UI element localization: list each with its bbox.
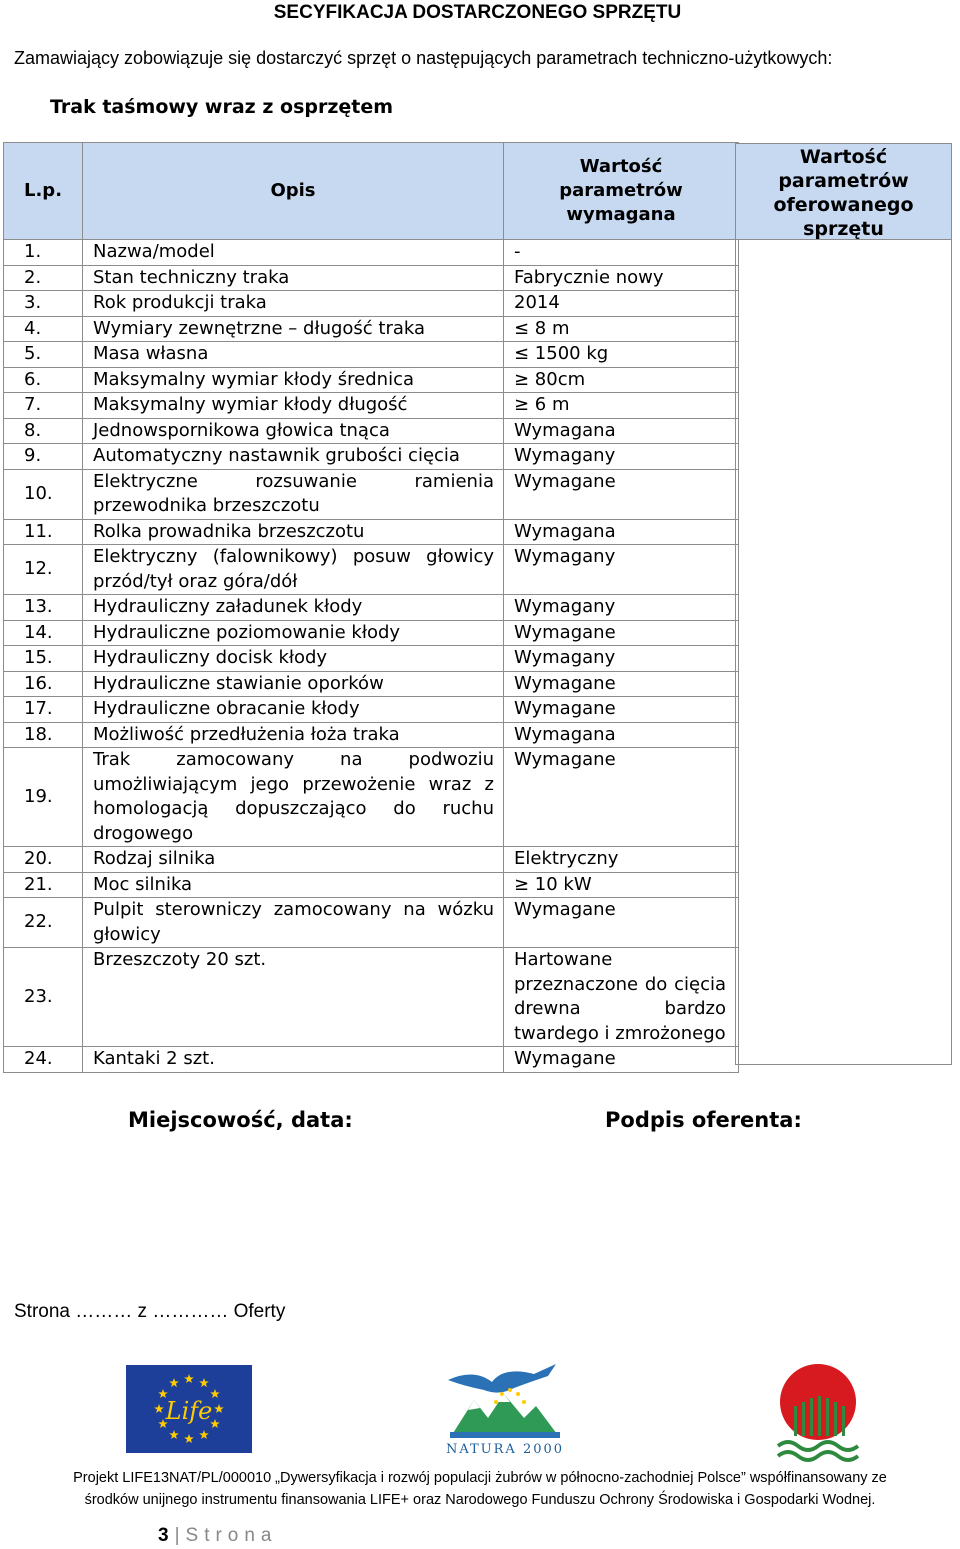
table-row (4, 1047, 739, 1073)
nfosigw-logo (772, 1362, 864, 1470)
table-row (4, 393, 739, 419)
row-description: Stan techniczny traka (83, 265, 504, 291)
row-description (83, 469, 504, 519)
row-number: 18. (4, 722, 83, 748)
row-required-value: - (504, 240, 739, 266)
row-required-value: Wymagany (504, 595, 739, 621)
row-description: Hydrauliczne poziomowanie kłody (83, 620, 504, 646)
table-row (4, 948, 739, 1047)
spec-table (3, 142, 739, 1073)
intro-text: Zamawiający zobowiązuje się dostarczyć sprzęt o następujących parametrach techniczno-użytkowych: (14, 48, 833, 68)
row-number: 8. (4, 418, 83, 444)
row-required-value: Wymagany (504, 545, 739, 595)
row-description: Nazwa/model (83, 240, 504, 266)
table-row (4, 671, 739, 697)
row-number: 22. (4, 898, 83, 948)
row-description: Możliwość przedłużenia łoża traka (83, 722, 504, 748)
table-row (4, 697, 739, 723)
row-description: Automatyczny nastawnik grubości cięcia (83, 444, 504, 470)
table-row (4, 316, 739, 342)
row-required-value: Wymagane (504, 671, 739, 697)
row-required-value: ≤ 1500 kg (504, 342, 739, 368)
row-required-value: Wymagane (504, 1047, 739, 1073)
row-description: Rok produkcji traka (83, 291, 504, 317)
row-description: Moc silnika (83, 872, 504, 898)
table-row (4, 620, 739, 646)
row-required-value: Elektryczny (504, 847, 739, 873)
row-description-line-1: Pulpit sterowniczy zamocowany na wózku (93, 899, 494, 920)
row-number: 5. (4, 342, 83, 368)
table-row (4, 898, 739, 948)
natura-logo-text: NATURA 2000 (445, 1442, 565, 1457)
table-row (4, 847, 739, 873)
page-number: 3 | Strona (158, 1525, 278, 1546)
footer-project-line-1: Projekt LIFE13NAT/PL/000010 „Dywersyfikacja i rozwój populacji żubrów w północno-zachodniej Polsce” współfinansowany ze (73, 1470, 887, 1486)
row-required-value: Hartowane przeznaczone do cięcia drewna bardzo twardego i zmrożonego (504, 948, 739, 1047)
header-description: Opis (83, 143, 504, 240)
row-number: 14. (4, 620, 83, 646)
row-description (83, 898, 504, 948)
footer-project-line-2: środków unijnego instrumentu finansowania LIFE+ oraz Narodowego Funduszu Ochrony Środowiska i Gospodarki Wodnej. (84, 1492, 876, 1508)
row-description-line-1: Elektryczne rozsuwanie ramienia (93, 470, 494, 492)
row-required-value: Wymagany (504, 444, 739, 470)
row-description: Brzeszczoty 20 szt. (83, 948, 504, 1047)
life-logo-text: Life (165, 1397, 213, 1425)
row-required-value: Wymagane (504, 697, 739, 723)
row-required-value: Wymagany (504, 646, 739, 672)
table-row (4, 722, 739, 748)
row-number: 12. (4, 545, 83, 595)
row-number: 16. (4, 671, 83, 697)
table-row (4, 367, 739, 393)
document-title: SECYFIKACJA DOSTARCZONEGO SPRZĘTU (273, 2, 682, 23)
row-number: 6. (4, 367, 83, 393)
table-row (4, 342, 739, 368)
row-description: Maksymalny wymiar kłody średnica (83, 367, 504, 393)
table-row (4, 519, 739, 545)
row-description: Wymiary zewnętrzne – długość traka (83, 316, 504, 342)
row-required-value: Wymagane (504, 620, 739, 646)
row-description: Hydrauliczny załadunek kłody (83, 595, 504, 621)
table-row (4, 444, 739, 470)
row-number: 24. (4, 1047, 83, 1073)
row-number: 21. (4, 872, 83, 898)
table-row (4, 469, 739, 519)
row-description: Hydrauliczny docisk kłody (83, 646, 504, 672)
row-number: 19. (4, 748, 83, 847)
row-number: 20. (4, 847, 83, 873)
page-label: Strona (185, 1525, 278, 1546)
row-required-value: ≤ 8 m (504, 316, 739, 342)
row-number: 11. (4, 519, 83, 545)
row-number: 23. (4, 948, 83, 1047)
row-required-value: ≥ 80cm (504, 367, 739, 393)
row-description: Rolka prowadnika brzeszczotu (83, 519, 504, 545)
row-required-value: ≥ 10 kW (504, 872, 739, 898)
row-description-line-2: przód/tył oraz góra/dół (93, 570, 298, 592)
row-description: Maksymalny wymiar kłody długość (83, 393, 504, 419)
row-number: 15. (4, 646, 83, 672)
header-required-value: Wartość parametrów wymagana (504, 143, 739, 240)
table-row (4, 545, 739, 595)
row-number: 1. (4, 240, 83, 266)
row-description: Rodzaj silnika (83, 847, 504, 873)
table-row (4, 872, 739, 898)
row-number: 7. (4, 393, 83, 419)
row-number: 2. (4, 265, 83, 291)
row-description (83, 545, 504, 595)
row-description: Kantaki 2 szt. (83, 1047, 504, 1073)
natura-2000-logo (444, 1360, 566, 1462)
eu-life-logo (126, 1365, 252, 1457)
row-required-value: Wymagana (504, 519, 739, 545)
row-required-value: Wymagane (504, 748, 739, 847)
row-required-value: 2014 (504, 291, 739, 317)
row-number: 13. (4, 595, 83, 621)
row-required-value: Wymagana (504, 722, 739, 748)
table-row (4, 595, 739, 621)
page-of-offer: Strona ……… z ………… Oferty (14, 1301, 286, 1322)
row-required-value: Wymagane (504, 898, 739, 948)
place-date-label: Miejscowość, data: (128, 1108, 353, 1132)
table-row (4, 291, 739, 317)
row-description: Masa własna (83, 342, 504, 368)
row-required-value: Fabrycznie nowy (504, 265, 739, 291)
header-lp: L.p. (4, 143, 83, 240)
table-row (4, 265, 739, 291)
row-required-value: Wymagane (504, 469, 739, 519)
row-number: 4. (4, 316, 83, 342)
row-required-value: Wymagana (504, 418, 739, 444)
page-number-value: 3 (158, 1525, 169, 1546)
equipment-subtitle: Trak taśmowy wraz z osprzętem (50, 96, 394, 118)
row-description-line-2: głowicy (93, 923, 161, 945)
row-number: 3. (4, 291, 83, 317)
row-description-line-2: przewodnika brzeszczotu (93, 495, 320, 516)
row-required-value: ≥ 6 m (504, 393, 739, 419)
table-row (4, 418, 739, 444)
row-description: Jednowspornikowa głowica tnąca (83, 418, 504, 444)
row-description-line-1: Elektryczny (falownikowy) posuw głowicy (93, 546, 494, 567)
offered-value-column[interactable] (735, 240, 952, 1065)
table-row (4, 646, 739, 672)
row-number: 17. (4, 697, 83, 723)
row-description: Hydrauliczne obracanie kłody (83, 697, 504, 723)
row-number: 9. (4, 444, 83, 470)
signature-label: Podpis oferenta: (605, 1108, 802, 1132)
row-description: Hydrauliczne stawianie oporków (83, 671, 504, 697)
table-row (4, 240, 739, 266)
row-description: Trak zamocowany na podwoziu umożliwiającym jego przewożenie wraz z homologacją dopuszczająco do ruchu drogowego (83, 748, 504, 847)
row-number: 10. (4, 469, 83, 519)
header-offered-value: Wartość parametrów oferowanego sprzętu (735, 143, 952, 240)
table-row (4, 748, 739, 847)
